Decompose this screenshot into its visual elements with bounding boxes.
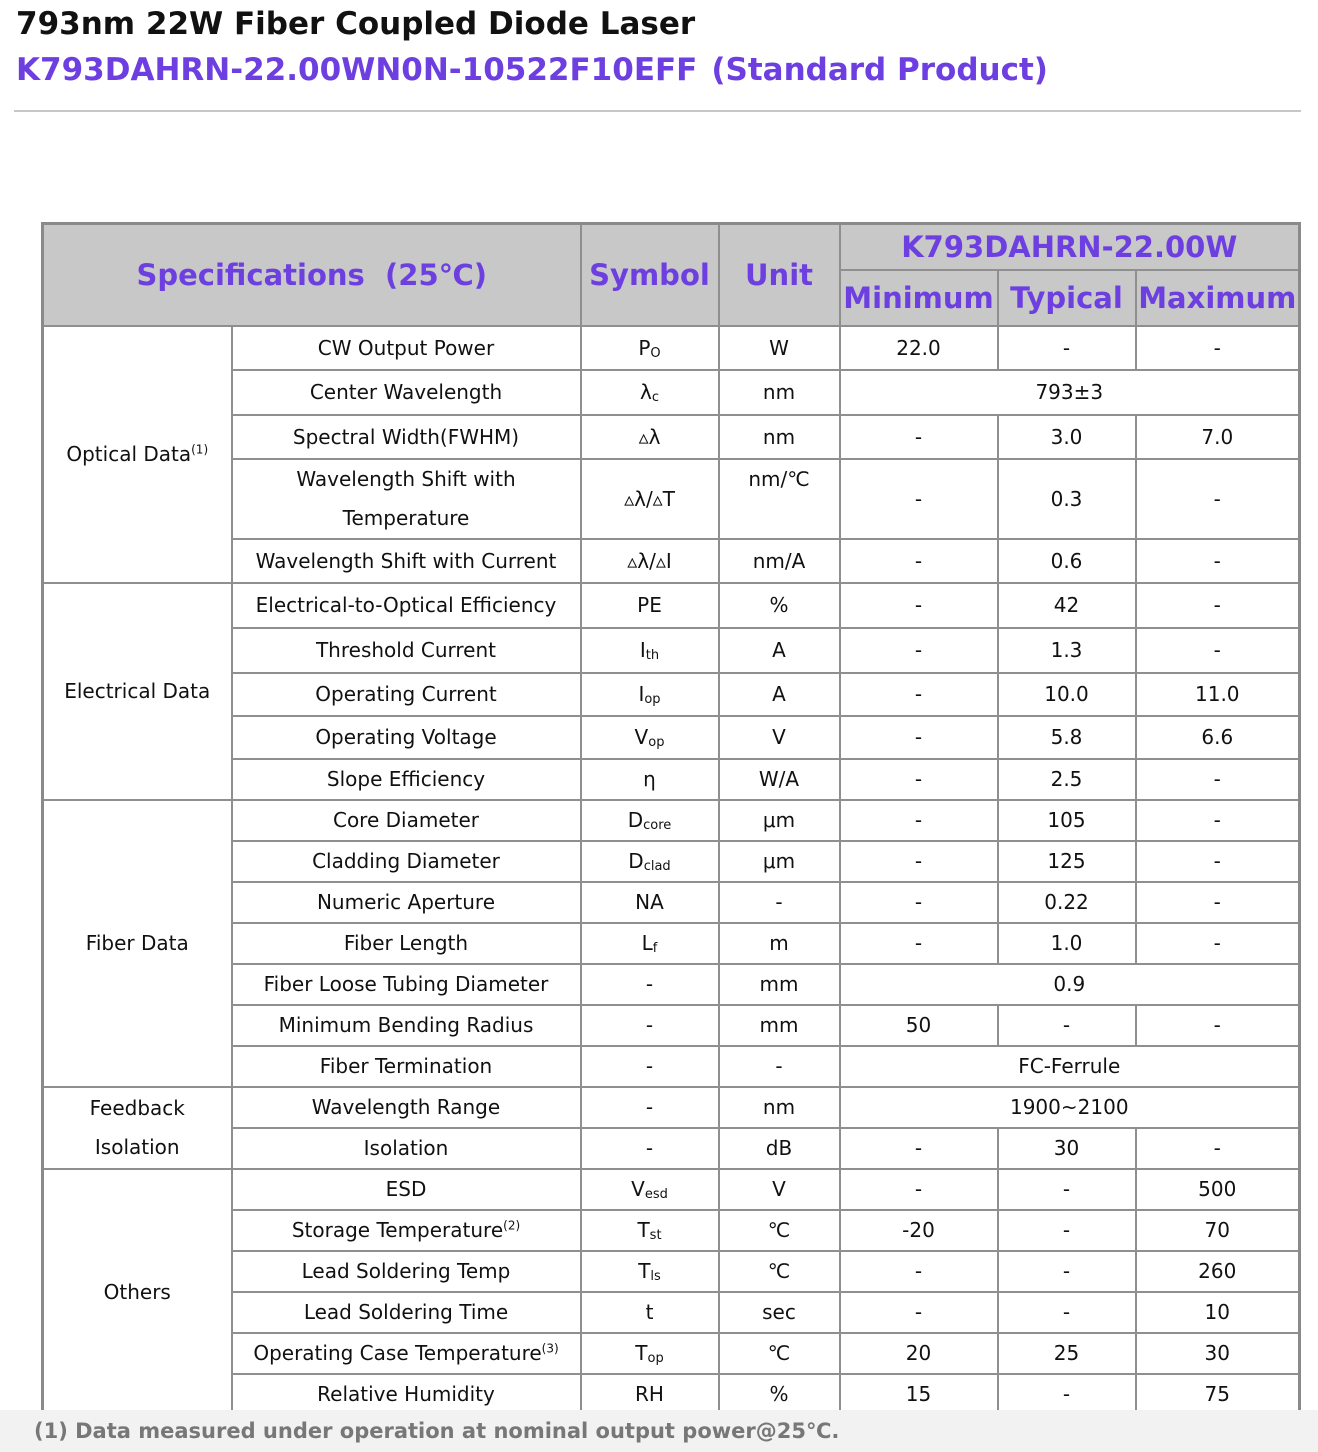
unit-cell: nm/℃ bbox=[719, 459, 840, 539]
param-name: Threshold Current bbox=[315, 638, 497, 662]
value-max-cell: 260 bbox=[1136, 1251, 1300, 1292]
group-label: Others bbox=[103, 1279, 171, 1304]
value-min-cell: - bbox=[840, 841, 998, 882]
table-row bbox=[43, 1128, 1300, 1169]
table-row bbox=[43, 1005, 1300, 1046]
value-typ-cell: 1.0 bbox=[998, 923, 1136, 964]
value-max-cell: 7.0 bbox=[1136, 415, 1300, 459]
symbol: D bbox=[627, 808, 644, 832]
unit-cell: A bbox=[719, 628, 840, 673]
value-typ-cell: 25 bbox=[998, 1333, 1136, 1374]
unit-cell: A bbox=[719, 673, 840, 716]
value-min-cell: -20 bbox=[840, 1210, 998, 1251]
param-name-cont: Temperature bbox=[342, 506, 470, 530]
symbol-cell bbox=[581, 882, 719, 923]
specification-table bbox=[41, 222, 1301, 1417]
symbol-cell bbox=[581, 1128, 719, 1169]
param-name: Numeric Aperture bbox=[316, 890, 496, 914]
unit-cell: ℃ bbox=[719, 1210, 840, 1251]
param-cell bbox=[232, 1333, 581, 1374]
param-name: Operating Case Temperature bbox=[253, 1341, 542, 1365]
table-row bbox=[43, 1169, 1300, 1210]
param-cell bbox=[232, 539, 581, 583]
symbol-cell bbox=[581, 1005, 719, 1046]
value-min-cell: 22.0 bbox=[840, 326, 998, 370]
table-row bbox=[43, 673, 1300, 716]
document-title: 793nm 22W Fiber Coupled Diode Laser bbox=[16, 6, 696, 42]
symbol-cell bbox=[581, 539, 719, 583]
value-typ-cell: 0.6 bbox=[998, 539, 1136, 583]
param-name: Lead Soldering Time bbox=[303, 1300, 509, 1324]
value-typ-cell: 0.3 bbox=[998, 459, 1136, 539]
symbol-cell bbox=[581, 716, 719, 759]
value-min-cell: 50 bbox=[840, 1005, 998, 1046]
table-row bbox=[43, 415, 1300, 459]
unit-cell: m bbox=[719, 923, 840, 964]
symbol-cell bbox=[581, 841, 719, 882]
minimum-header: Minimum bbox=[840, 270, 998, 326]
param-cell bbox=[232, 1005, 581, 1046]
symbol-cell bbox=[581, 415, 719, 459]
param-cell bbox=[232, 1128, 581, 1169]
value-span-cell: 793±3 bbox=[840, 370, 1300, 415]
param-cell bbox=[232, 716, 581, 759]
group-fiber bbox=[43, 800, 232, 1087]
value-min-cell: - bbox=[840, 415, 998, 459]
table-row bbox=[43, 1333, 1300, 1374]
symbol-subscript: op bbox=[648, 735, 665, 750]
symbol-cell bbox=[581, 1087, 719, 1128]
symbol: T bbox=[638, 1259, 651, 1283]
value-max-cell: - bbox=[1136, 923, 1300, 964]
symbol-cell bbox=[581, 583, 719, 628]
value-typ-cell: - bbox=[998, 1292, 1136, 1333]
value-max-cell: - bbox=[1136, 583, 1300, 628]
unit-cell: nm/A bbox=[719, 539, 840, 583]
table-row bbox=[43, 841, 1300, 882]
footnote: (1) Data measured under operation at nominal output power@25℃. bbox=[0, 1410, 1318, 1452]
header-divider bbox=[14, 110, 1301, 112]
symbol-header: Symbol bbox=[581, 224, 719, 327]
param-cell bbox=[232, 964, 581, 1005]
symbol: ▵λ/▵T bbox=[624, 486, 675, 511]
unit-cell: nm bbox=[719, 1087, 840, 1128]
footnote-ref: (3) bbox=[541, 1341, 559, 1356]
typical-header: Typical bbox=[998, 270, 1136, 326]
unit-cell: % bbox=[719, 583, 840, 628]
param-name: Isolation bbox=[363, 1136, 449, 1160]
value-max-cell: - bbox=[1136, 759, 1300, 800]
part-number-line bbox=[16, 52, 1048, 88]
param-name: Spectral Width(FWHM) bbox=[292, 424, 520, 449]
param-cell bbox=[232, 800, 581, 841]
table-row bbox=[43, 1210, 1300, 1251]
symbol-cell bbox=[581, 1210, 719, 1251]
param-cell bbox=[232, 759, 581, 800]
table-row bbox=[43, 964, 1300, 1005]
group-label: Isolation bbox=[94, 1135, 180, 1159]
value-typ-cell: - bbox=[998, 1169, 1136, 1210]
param-name: Wavelength Range bbox=[311, 1095, 501, 1119]
value-max-cell: 500 bbox=[1136, 1169, 1300, 1210]
value-typ-cell: - bbox=[998, 1210, 1136, 1251]
value-typ-cell: 1.3 bbox=[998, 628, 1136, 673]
symbol-cell bbox=[581, 1046, 719, 1087]
value-typ-cell: 125 bbox=[998, 841, 1136, 882]
param-name: Storage Temperature bbox=[291, 1218, 504, 1242]
param-cell bbox=[232, 923, 581, 964]
unit-cell: W/A bbox=[719, 759, 840, 800]
param-name: Minimum Bending Radius bbox=[278, 1013, 534, 1037]
value-min-cell: - bbox=[840, 716, 998, 759]
symbol-subscript: op bbox=[644, 692, 661, 707]
symbol-cell bbox=[581, 326, 719, 370]
param-cell bbox=[232, 1169, 581, 1210]
table-row bbox=[43, 1251, 1300, 1292]
value-max-cell: 75 bbox=[1136, 1374, 1300, 1416]
symbol-cell bbox=[581, 459, 719, 539]
table-row bbox=[43, 370, 1300, 415]
unit-cell: ℃ bbox=[719, 1333, 840, 1374]
table-row bbox=[43, 923, 1300, 964]
symbol-subscript: esd bbox=[644, 1187, 668, 1202]
value-max-cell: - bbox=[1136, 539, 1300, 583]
unit-cell: W bbox=[719, 326, 840, 370]
unit-cell: mm bbox=[719, 964, 840, 1005]
param-name: Fiber Length bbox=[343, 931, 469, 955]
value-min-cell: - bbox=[840, 759, 998, 800]
param-cell bbox=[232, 583, 581, 628]
table-row bbox=[43, 1292, 1300, 1333]
value-max-cell: 70 bbox=[1136, 1210, 1300, 1251]
unit-cell: nm bbox=[719, 415, 840, 459]
value-min-cell: - bbox=[840, 583, 998, 628]
symbol: - bbox=[645, 1095, 654, 1119]
value-max-cell: - bbox=[1136, 628, 1300, 673]
param-name: CW Output Power bbox=[317, 335, 495, 360]
group-others bbox=[43, 1169, 232, 1416]
symbol-subscript: clad bbox=[643, 859, 671, 874]
value-max-cell: 11.0 bbox=[1136, 673, 1300, 716]
value-max-cell: - bbox=[1136, 326, 1300, 370]
unit-cell: V bbox=[719, 716, 840, 759]
param-cell bbox=[232, 370, 581, 415]
group-optical bbox=[43, 326, 232, 583]
symbol: PE bbox=[637, 593, 662, 617]
symbol: V bbox=[631, 1177, 645, 1201]
param-name: Fiber Loose Tubing Diameter bbox=[263, 972, 549, 996]
symbol: - bbox=[645, 1054, 654, 1078]
param-name: Wavelength Shift with bbox=[296, 467, 516, 491]
model-header: K793DAHRN-22.00W bbox=[840, 224, 1300, 271]
group-label: Feedback bbox=[89, 1096, 185, 1120]
param-name: Slope Efficiency bbox=[326, 767, 486, 791]
value-min-cell: - bbox=[840, 1169, 998, 1210]
table-row bbox=[43, 882, 1300, 923]
param-name: Relative Humidity bbox=[317, 1382, 495, 1406]
symbol-subscript: th bbox=[645, 648, 660, 663]
param-cell bbox=[232, 1087, 581, 1128]
group-electrical bbox=[43, 583, 232, 800]
group-feedback bbox=[43, 1087, 232, 1169]
value-min-cell: - bbox=[840, 1292, 998, 1333]
spec-header: Specifications (25℃) bbox=[43, 224, 581, 327]
param-name: Lead Soldering Temp bbox=[301, 1259, 511, 1283]
param-name: ESD bbox=[385, 1177, 427, 1201]
symbol: η bbox=[643, 767, 656, 791]
symbol-cell bbox=[581, 673, 719, 716]
symbol-subscript: st bbox=[649, 1228, 662, 1243]
symbol-cell bbox=[581, 628, 719, 673]
group-label: Fiber Data bbox=[85, 931, 189, 955]
value-min-cell: - bbox=[840, 800, 998, 841]
spec-table-body bbox=[43, 326, 1300, 1416]
symbol-subscript: core bbox=[643, 818, 672, 833]
value-max-cell: - bbox=[1136, 800, 1300, 841]
param-cell bbox=[232, 1210, 581, 1251]
symbol: I bbox=[638, 682, 645, 706]
param-cell bbox=[232, 1251, 581, 1292]
symbol: T bbox=[635, 1341, 648, 1365]
value-max-cell: 10 bbox=[1136, 1292, 1300, 1333]
symbol: L bbox=[641, 931, 653, 955]
value-typ-cell: 0.22 bbox=[998, 882, 1136, 923]
symbol: t bbox=[645, 1300, 654, 1324]
value-min-cell: - bbox=[840, 1128, 998, 1169]
table-row bbox=[43, 459, 1300, 539]
value-typ-cell: 10.0 bbox=[998, 673, 1136, 716]
symbol-cell bbox=[581, 923, 719, 964]
value-typ-cell: 2.5 bbox=[998, 759, 1136, 800]
symbol-cell bbox=[581, 1251, 719, 1292]
symbol: I bbox=[639, 638, 646, 662]
table-row bbox=[43, 716, 1300, 759]
symbol: - bbox=[645, 1136, 654, 1160]
symbol: ▵λ bbox=[638, 424, 661, 449]
value-max-cell: - bbox=[1136, 459, 1300, 539]
value-min-cell: 20 bbox=[840, 1333, 998, 1374]
param-name: Electrical-to-Optical Efficiency bbox=[255, 593, 557, 617]
param-cell bbox=[232, 326, 581, 370]
unit-cell: - bbox=[719, 882, 840, 923]
table-row bbox=[43, 628, 1300, 673]
table-row bbox=[43, 326, 1300, 370]
symbol: NA bbox=[635, 890, 664, 914]
param-cell bbox=[232, 459, 581, 539]
value-max-cell: - bbox=[1136, 1005, 1300, 1046]
symbol-subscript: op bbox=[647, 1351, 664, 1366]
symbol: - bbox=[645, 972, 654, 996]
unit-header: Unit bbox=[719, 224, 840, 327]
param-cell bbox=[232, 841, 581, 882]
symbol: P bbox=[638, 335, 651, 360]
value-max-cell: - bbox=[1136, 1128, 1300, 1169]
unit-cell: % bbox=[719, 1374, 840, 1416]
unit-cell: nm bbox=[719, 370, 840, 415]
value-span-cell: 1900~2100 bbox=[840, 1087, 1300, 1128]
symbol: T bbox=[637, 1218, 650, 1242]
param-cell bbox=[232, 628, 581, 673]
symbol-cell bbox=[581, 759, 719, 800]
part-number: K793DAHRN-22.00WN0N-10522F10EFF bbox=[16, 52, 698, 88]
param-cell bbox=[232, 415, 581, 459]
value-typ-cell: 105 bbox=[998, 800, 1136, 841]
unit-cell: ℃ bbox=[719, 1251, 840, 1292]
symbol-cell bbox=[581, 964, 719, 1005]
value-typ-cell: 5.8 bbox=[998, 716, 1136, 759]
value-max-cell: 30 bbox=[1136, 1333, 1300, 1374]
group-label: Electrical Data bbox=[64, 679, 211, 703]
param-name: Wavelength Shift with Current bbox=[255, 548, 557, 573]
value-max-cell: - bbox=[1136, 841, 1300, 882]
symbol-subscript: ls bbox=[650, 1269, 661, 1284]
symbol: λ bbox=[640, 380, 652, 404]
param-cell bbox=[232, 673, 581, 716]
value-min-cell: - bbox=[840, 539, 998, 583]
table-row bbox=[43, 583, 1300, 628]
symbol: V bbox=[634, 725, 649, 749]
param-name: Core Diameter bbox=[332, 808, 479, 832]
unit-cell: sec bbox=[719, 1292, 840, 1333]
value-typ-cell: - bbox=[998, 326, 1136, 370]
value-typ-cell: - bbox=[998, 1251, 1136, 1292]
symbol: - bbox=[645, 1013, 654, 1037]
symbol-cell bbox=[581, 1333, 719, 1374]
value-min-cell: - bbox=[840, 628, 998, 673]
symbol-cell bbox=[581, 370, 719, 415]
value-min-cell: - bbox=[840, 923, 998, 964]
symbol-cell bbox=[581, 800, 719, 841]
table-row bbox=[43, 539, 1300, 583]
value-min-cell: - bbox=[840, 673, 998, 716]
unit-cell: dB bbox=[719, 1128, 840, 1169]
value-min-cell: - bbox=[840, 459, 998, 539]
symbol: ▵λ/▵I bbox=[627, 548, 672, 573]
value-max-cell: - bbox=[1136, 882, 1300, 923]
value-typ-cell: - bbox=[998, 1005, 1136, 1046]
value-typ-cell: 3.0 bbox=[998, 415, 1136, 459]
symbol-cell bbox=[581, 1169, 719, 1210]
symbol-subscript: O bbox=[650, 345, 661, 361]
value-typ-cell: 30 bbox=[998, 1128, 1136, 1169]
value-span-cell: FC-Ferrule bbox=[840, 1046, 1300, 1087]
group-label: Optical Data bbox=[66, 442, 192, 466]
product-tag: (Standard Product) bbox=[711, 52, 1048, 88]
symbol: RH bbox=[635, 1382, 664, 1406]
value-min-cell: 15 bbox=[840, 1374, 998, 1416]
symbol-subscript: f bbox=[652, 941, 658, 956]
footnote-ref: (1) bbox=[191, 442, 209, 457]
unit-cell: - bbox=[719, 1046, 840, 1087]
param-name: Cladding Diameter bbox=[312, 849, 500, 873]
symbol-subscript: c bbox=[651, 390, 659, 405]
symbol-cell bbox=[581, 1292, 719, 1333]
table-row bbox=[43, 1087, 1300, 1128]
value-max-cell: 6.6 bbox=[1136, 716, 1300, 759]
footnote-ref: (2) bbox=[503, 1218, 521, 1233]
param-cell bbox=[232, 1046, 581, 1087]
param-name: Center Wavelength bbox=[309, 380, 503, 404]
value-min-cell: - bbox=[840, 882, 998, 923]
unit-cell: V bbox=[719, 1169, 840, 1210]
table-row bbox=[43, 800, 1300, 841]
value-span-cell: 0.9 bbox=[840, 964, 1300, 1005]
maximum-header: Maximum bbox=[1136, 270, 1300, 326]
param-name: Operating Voltage bbox=[315, 725, 497, 749]
value-typ-cell: - bbox=[998, 1374, 1136, 1416]
value-typ-cell: 42 bbox=[998, 583, 1136, 628]
symbol: D bbox=[628, 849, 644, 873]
unit-cell: μm bbox=[719, 800, 840, 841]
param-cell bbox=[232, 882, 581, 923]
param-name: Operating Current bbox=[315, 682, 497, 706]
param-name: Fiber Termination bbox=[319, 1054, 493, 1078]
unit-cell: mm bbox=[719, 1005, 840, 1046]
param-cell bbox=[232, 1292, 581, 1333]
table-row bbox=[43, 1046, 1300, 1087]
unit-cell: μm bbox=[719, 841, 840, 882]
value-min-cell: - bbox=[840, 1251, 998, 1292]
table-row bbox=[43, 759, 1300, 800]
